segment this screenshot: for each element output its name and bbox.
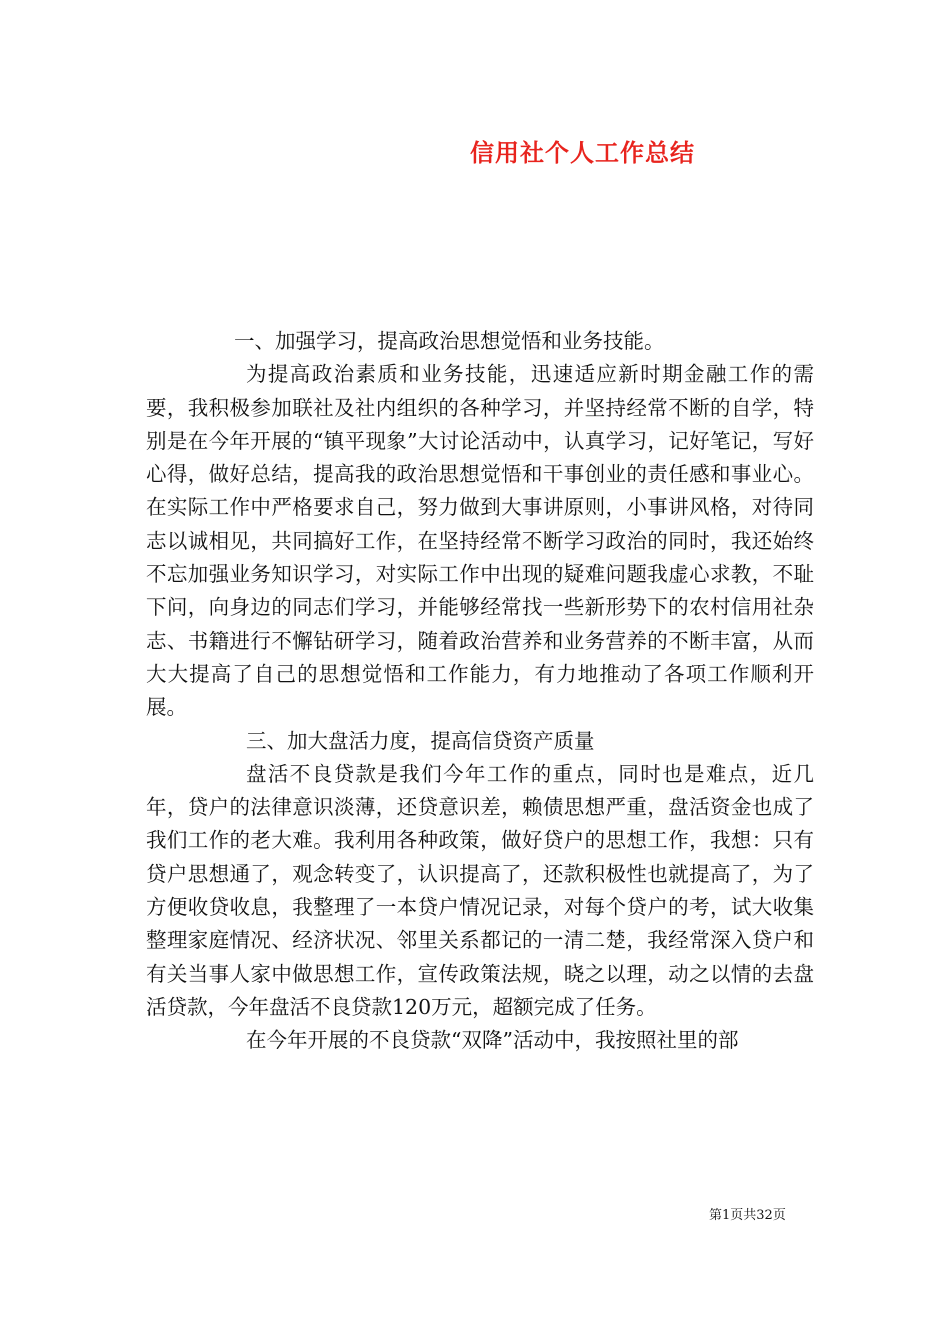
trailing-paragraph: 在今年开展的不良贷款“双降”活动中，我按照社里的部 [246,1028,739,1053]
page-number-footer: 第1页共32页 [709,1208,786,1223]
document-body [146,325,814,1058]
section-heading-2: 三、加大盘活力度，提高信贷资产质量 [246,728,595,753]
section-heading-1: 一、加强学习，提高政治思想觉悟和业务技能。 [234,329,665,353]
section-paragraph-1: 为提高政治素质和业务技能，迅速适应新时期金融工作的需要，我积极参加联社及社内组织的各种学习，并坚持经常不断的自学，特别是在今年开展的“镇平现象”大讨论活动中，认真学习，记好笔记，写好心得，做好总结，提高我的政治思想觉悟和干事创业的责任感和事业心。在实际工作中严格要求自己，努力做到大事讲原则，小事讲风格，对待同志以诚相见，共同搞好工作，在坚持经常不断学习政治的同时，我还始终不忘加强业务知识学习，对实际工作中出现的疑难问题我虚心求教，不耻下问，向身边的同志们学习，并能够经常找一些新形势下的农村信用社杂志、书籍进行不懈钻研学习，随着政治营养和业务营养的不断丰富，从而大大提高了自己的思想觉悟和工作能力，有力地推动了各项工作顺利开展。 [146,362,814,720]
section-paragraph-2: 盘活不良贷款是我们今年工作的重点，同时也是难点，近几年，贷户的法律意识淡薄，还贷意识差，赖债思想严重，盘活资金也成了我们工作的老大难。我利用各种政策，做好贷户的思想工作，我想：只有贷户思想通了，观念转变了，认识提高了，还款积极性也就提高了，为了方便收贷收息，我整理了一本贷户情况记录，对每个贷户的考，试大收集整理家庭情况、经济状况、邻里关系都记的一清二楚，我经常深入贷户和有关当事人家中做思想工作，宣传政策法规，晓之以理，动之以情的去盘活贷款，今年盘活不良贷款120万元，超额完成了任务。 [146,761,814,1019]
document-title: 信用社个人工作总结 [470,138,695,167]
